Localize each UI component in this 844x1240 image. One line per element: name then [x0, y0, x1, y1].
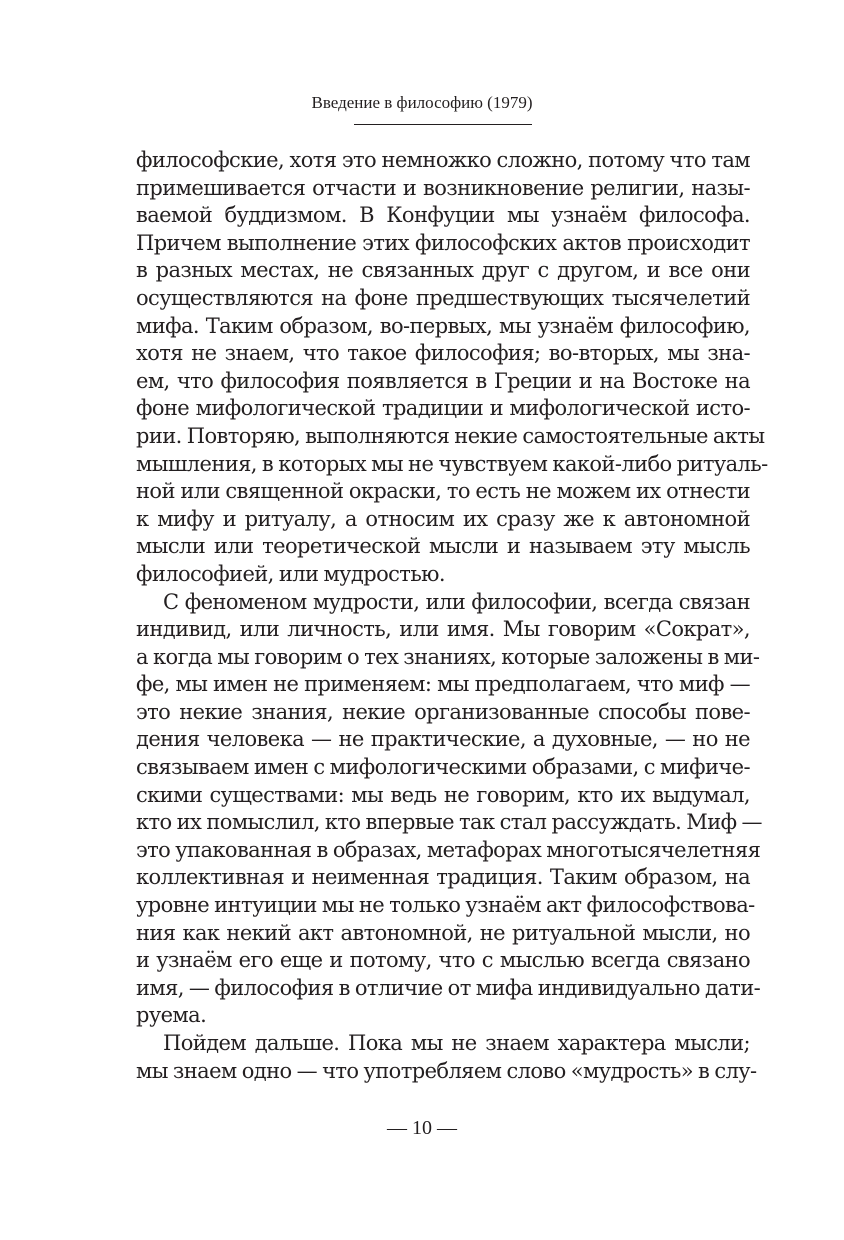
running-head: Введение в философию (1979) [311, 93, 533, 112]
text-line: фе, мы имен не применяем: мы предполагаем, что миф — [136, 672, 750, 697]
text-line: руема. [136, 1003, 207, 1028]
text-line: С феноменом мудрости, или философии, всегда связан [163, 589, 750, 614]
text-line: ваемой буддизмом. В Конфуции мы узнаём философа. [136, 203, 750, 228]
text-line: к мифу и ритуалу, а относим их сразу же к автономной [136, 506, 750, 531]
text-line: коллективная и неименная традиция. Таким образом, на [136, 865, 750, 890]
body-text [136, 147, 768, 1085]
text-line: в разных местах, не связанных друг с другом, и все они [136, 258, 750, 283]
text-line: и узнаём его еще и потому, что с мыслью всегда связано [136, 948, 750, 973]
text-line: рии. Повторяю, выполняются некие самостоятельные акты [136, 423, 765, 448]
text-line: это упакованная в образах, метафорах многотысячелетняя [136, 837, 761, 862]
text-line: связываем имен с мифологическими образами, с мифиче- [136, 755, 750, 780]
text-line: дения человека — не практические, а духовные, — но не [136, 727, 750, 752]
text-line: ной или священной окраски, то есть не можем их отнести [136, 479, 750, 504]
page-number: — 10 — [387, 1117, 457, 1139]
text-line: ем, что философия появляется в Греции и на Востоке на [136, 368, 750, 393]
text-line: мышления, в которых мы не чувствуем какой-либо ритуаль- [136, 451, 768, 476]
text-line: мы знаем одно — что употребляем слово «мудрость» в слу- [136, 1058, 757, 1083]
text-line: Причем выполнение этих философских актов происходит [136, 230, 750, 255]
text-line: Пойдем дальше. Пока мы не знаем характера мысли; [163, 1031, 750, 1055]
running-head-rule [354, 124, 532, 125]
text-line: ния как некий акт автономной, не ритуальной мысли, но [136, 920, 750, 945]
text-line: фоне мифологической традиции и мифологической исто- [136, 396, 750, 421]
text-line: мифа. Таким образом, во-первых, мы узнаём философию, [136, 313, 750, 338]
text-line: мысли или теоретической мысли и называем эту мысль [136, 534, 750, 559]
text-line: кто их помыслил, кто впервые так стал рассуждать. Миф — [136, 810, 762, 835]
text-line: примешивается отчасти и возникновение религии, назы- [136, 175, 750, 200]
text-line: философией, или мудростью. [136, 561, 445, 586]
text-line: имя, — философия в отличие от мифа индивидуально дати- [136, 975, 761, 1000]
text-line: осуществляются на фоне предшествующих тысячелетий [136, 285, 750, 310]
text-line: хотя не знаем, что такое философия; во-вторых, мы зна- [136, 341, 750, 366]
text-line: а когда мы говорим о тех знаниях, которые заложены в ми- [136, 644, 760, 669]
text-line: философские, хотя это немножко сложно, потому что там [136, 148, 750, 172]
text-line: индивид, или личность, или имя. Мы говорим «Сократ», [136, 617, 750, 642]
text-line: это некие знания, некие организованные способы пове- [136, 699, 750, 724]
text-line: уровне интуиции мы не только узнаём акт философствова- [136, 893, 755, 918]
text-line: скими существами: мы ведь не говорим, кто их выдумал, [136, 782, 750, 807]
